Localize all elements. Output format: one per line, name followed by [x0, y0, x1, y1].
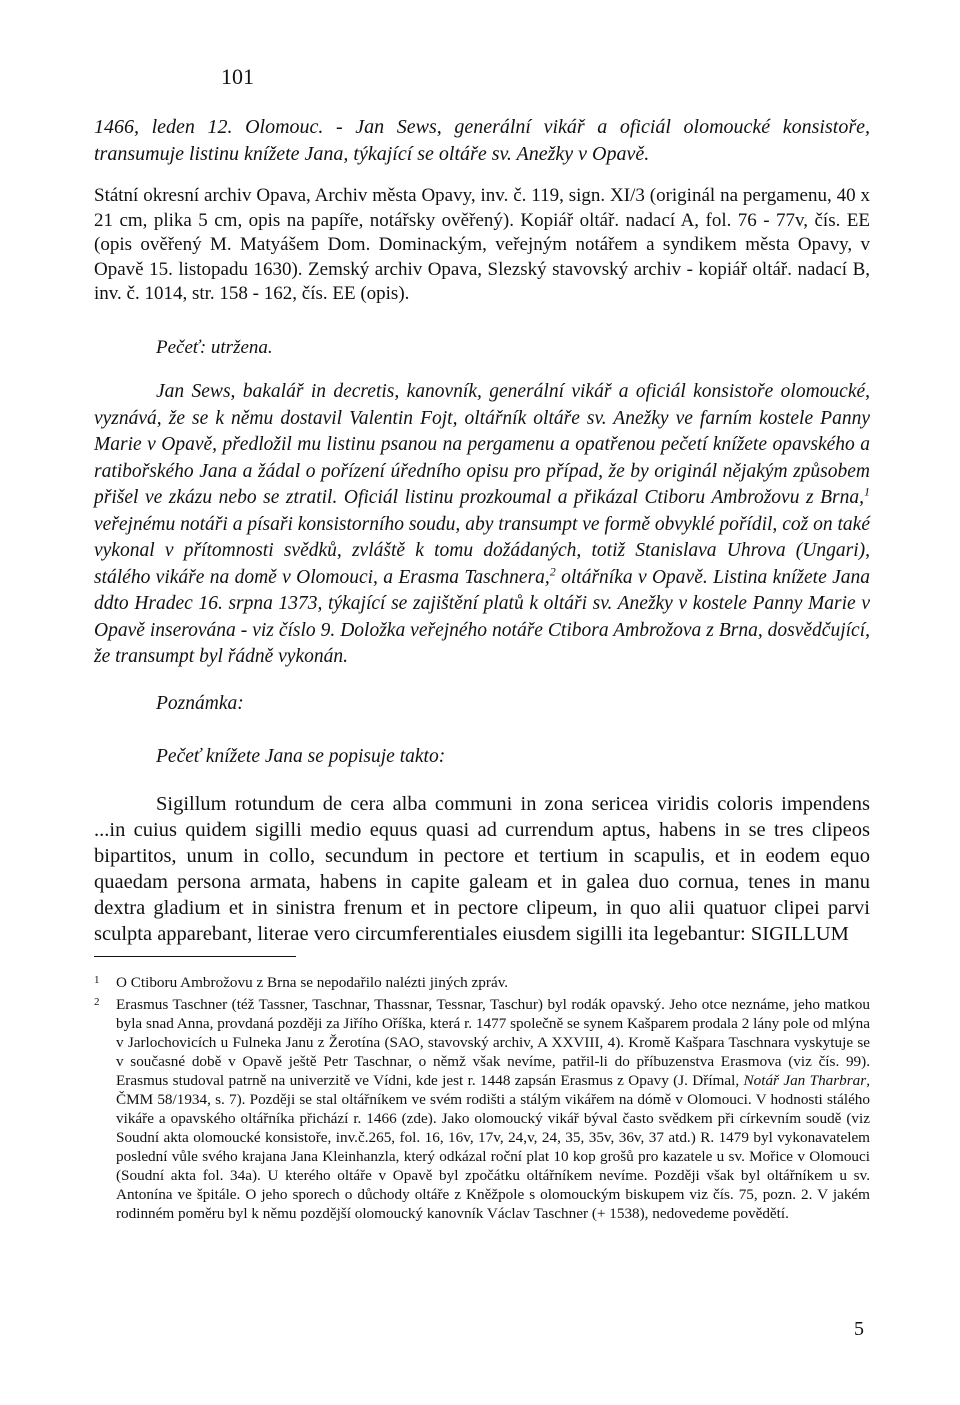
regest-text-3: oltářníka v Opavě. Listina knížete Jana ddto Hradec 16. srpna 1373, týkající se zajištění platů k oltáři sv. Anežky v kostele Panny Marie v Opavě inserována - viz číslo 9. Doložka veřejného notáře Ctibora Ambrožova z Brna, dosvědčující, že transumpt byl řádně vykonán. — [94, 566, 870, 667]
footnote-2-text-a: Erasmus Taschner (též Tassner, Taschnar, Thassnar, Tessnar, Taschur) byl rodák opavský. Jeho otce neznáme, jeho matkou byla snad Anna, provdaná později za Jiřího Oříška, která r. 1477 společně se synem Kašparem prodala 2 lány pole od mlýna v Jarlochovicích u Fulneka Janu z Žerotína (SAO, stavovský archiv, A XXVIII, 4). Kromě Kašpara Taschnara vyskytuje se v současné době v Opavě ještě Petr Taschnar, o němž však nevíme, patřil-li do příbuzenstva Erasmova (viz čís. 99). Erasmus studoval patrně na univerzitě ve Vídni, kde jest r. 1448 zapsán Erasmus z Opavy (J. Dřímal, — [116, 996, 870, 1089]
footnote-ref-2: 2 — [549, 564, 556, 578]
footnote-2 — [94, 995, 870, 1223]
archive-reference: Státní okresní archiv Opava, Archiv města Opavy, inv. č. 119, sign. XI/3 (originál na pergamenu, 40 x 21 cm, plika 5 cm, opis na papíře, notářsky ověřený). Kopiář oltář. nadací A, fol. 76 - 77v, čís. EE (opis ověřený M. Matyášem Dom. Dominackým, veřejným notářem a syndikem města Opavy, v Opavě 15. listopadu 1630). Zemský archiv Opava, Slezský stavovský archiv - kopiář oltář. nadací B, inv. č. 1014, str. 158 - 162, čís. EE (opis). — [94, 185, 870, 304]
footnote-1 — [94, 973, 870, 992]
latin-seal-description: Sigillum rotundum de cera alba communi in zona sericea viridis coloris impendens ...in cuius quidem sigilli medio equus quasi ad currendum aptus, habens in se tres clipeos bipartitos, unum in collo, secundum in pectore et tertium in scapulis, et in eodem equo quaedam persona armata, habens in capite galeam et in galea duo cornua, tenes in manu dextra gladium et in sinistra frenum et in pectore clipeum, in quo alii quatuor clipei parvi sculpta apparebant, literae vero circumferentiales eiusdem sigilli ita legebantur: SIGILLUM — [94, 793, 870, 945]
footnote-separator — [94, 956, 296, 957]
seal-note: Pečeť: utržena. — [156, 337, 273, 358]
footnote-2-mark: 2 — [94, 996, 100, 1008]
footnote-2-text — [116, 995, 870, 1223]
page-number-bottom: 5 — [854, 1318, 864, 1340]
footnote-1-mark: 1 — [94, 974, 100, 986]
seal-description-label: Pečeť knížete Jana se popisuje takto: — [156, 746, 446, 767]
regest-paragraph — [94, 379, 870, 671]
footnote-ref-1: 1 — [864, 484, 870, 499]
footnotes — [94, 973, 870, 1223]
regest-text-1: Jan Sews, bakalář in decretis, kanovník, generální vikář a oficiál konsistoře olomoucké, vyznává, že se k němu dostavil Valentin Fojt, oltářník oltáře sv. Anežky ve farním kostele Panny Marie v Opavě, předložil mu listinu psanou na pergamenu a opatřenou pečetí knížete opavského a ratibořského Jana a žádal o pořízení úředního opisu pro případ, že by originál nějakým způsobem přišel ve zkázu nebo se ztratil. Oficiál listinu prozkoumal a přikázal Ctiboru Ambrožovu z Brna, — [94, 381, 870, 508]
footnote-2-citation-title: Notář Jan Tharbrar — [743, 1072, 867, 1089]
document-heading: 1466, leden 12. Olomouc. - Jan Sews, generální vikář a oficiál olomoucké konsistoře, transumuje listinu knížete Jana, týkající se oltáře sv. Anežky v Opavě. — [94, 116, 870, 165]
note-label: Poznámka: — [156, 693, 244, 714]
footnote-2-text-b: , ČMM 58/1934, s. 7). Později se stal oltářníkem ve svém rodišti a stálým vikářem na dómě v Olomouci. V hodnosti stálého vikáře a opavského oltářníka přichází r. 1466 (zde). Jako olomoucký vikář býval často svědkem při církevním soudě (viz Soudní akta olomoucké konsistoře, inv.č.265, fol. 16, 16v, 17v, 24,v, 24, 35, 35v, 36v, 37 atd.) R. 1479 byl vykonavatelem poslední vůle svého krajana Jana Kleinhanzla, který odkázal roční plat 10 kop grošů pro kazatele u sv. Mořice v Olomouci (Soudní akta fol. 34a). U kterého oltáře v Opavě byl zpočátku oltářníkem nevíme. Později však byl oltářníkem u sv. Antonína ve špitále. O jeho sporech o důchody oltáře z Kněžpole s olomouckým biskupem viz čís. 75, pozn. 2. V jakém rodinném poměru byl k němu pozdější olomoucký kanovník Václav Taschner (+ 1538), nedovedeme povědětí. — [116, 1072, 870, 1222]
regest-text-2: veřejnému notáři a písaři konsistorního soudu, aby transumpt ve formě obvyklé pořídil, což on také vykonal v přítomnosti svědků, zvláště k tomu dožádaných, totiž Stanislava Uhrova (Ungari), stálého vikáře na domě v Olomouci, a Erasma Taschnera, — [94, 513, 870, 588]
footnote-1-text: O Ctiboru Ambrožovu z Brna se nepodařilo nalézti jiných zpráv. — [116, 974, 509, 991]
page-number-top: 101 — [221, 64, 254, 89]
